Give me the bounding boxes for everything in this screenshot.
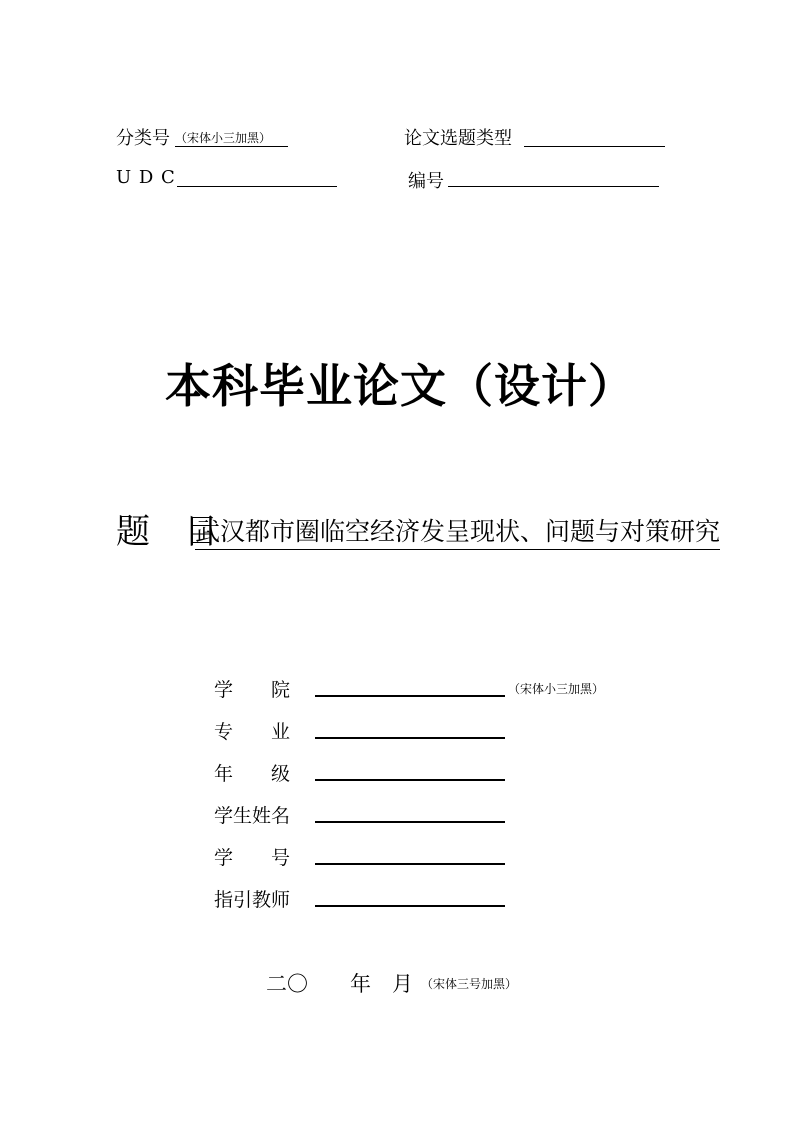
topic-type-field[interactable] [524, 146, 665, 147]
field-label-advisor: 指引教师 [214, 889, 291, 911]
field-student-name-input[interactable] [315, 821, 505, 823]
field-label-major: 专 业 [214, 721, 291, 743]
field-college-note: （宋体小三加黑） [508, 682, 605, 696]
field-label-student-name: 学生姓名 [214, 805, 291, 827]
number-label: 编号 [408, 171, 444, 192]
number-field[interactable] [448, 186, 659, 187]
topic-type-label: 论文选题类型 [404, 128, 512, 149]
field-major-input[interactable] [315, 737, 505, 739]
field-grade-input[interactable] [315, 779, 505, 781]
classification-label: 分类号 [116, 128, 170, 149]
field-label-college: 学 院 [214, 679, 291, 701]
date-text: 二〇 年 月 [266, 972, 413, 996]
field-college-input[interactable] [315, 695, 505, 697]
udc-field[interactable] [177, 186, 337, 187]
field-label-grade: 年 级 [214, 763, 291, 785]
field-advisor-input[interactable] [315, 905, 505, 907]
field-label-student-id: 学 号 [214, 847, 291, 869]
topic-label: 题 目 [116, 512, 218, 552]
topic-text: 武汉都市圈临空经济发呈现状、问题与对策研究 [195, 512, 720, 550]
page-title: 本科毕业论文（设计） [165, 359, 635, 413]
classification-note: （宋体小三加黑） [175, 129, 288, 147]
field-student-id-input[interactable] [315, 863, 505, 865]
udc-label: U D C [116, 167, 176, 188]
date-note: （宋体三号加黑） [421, 977, 518, 991]
